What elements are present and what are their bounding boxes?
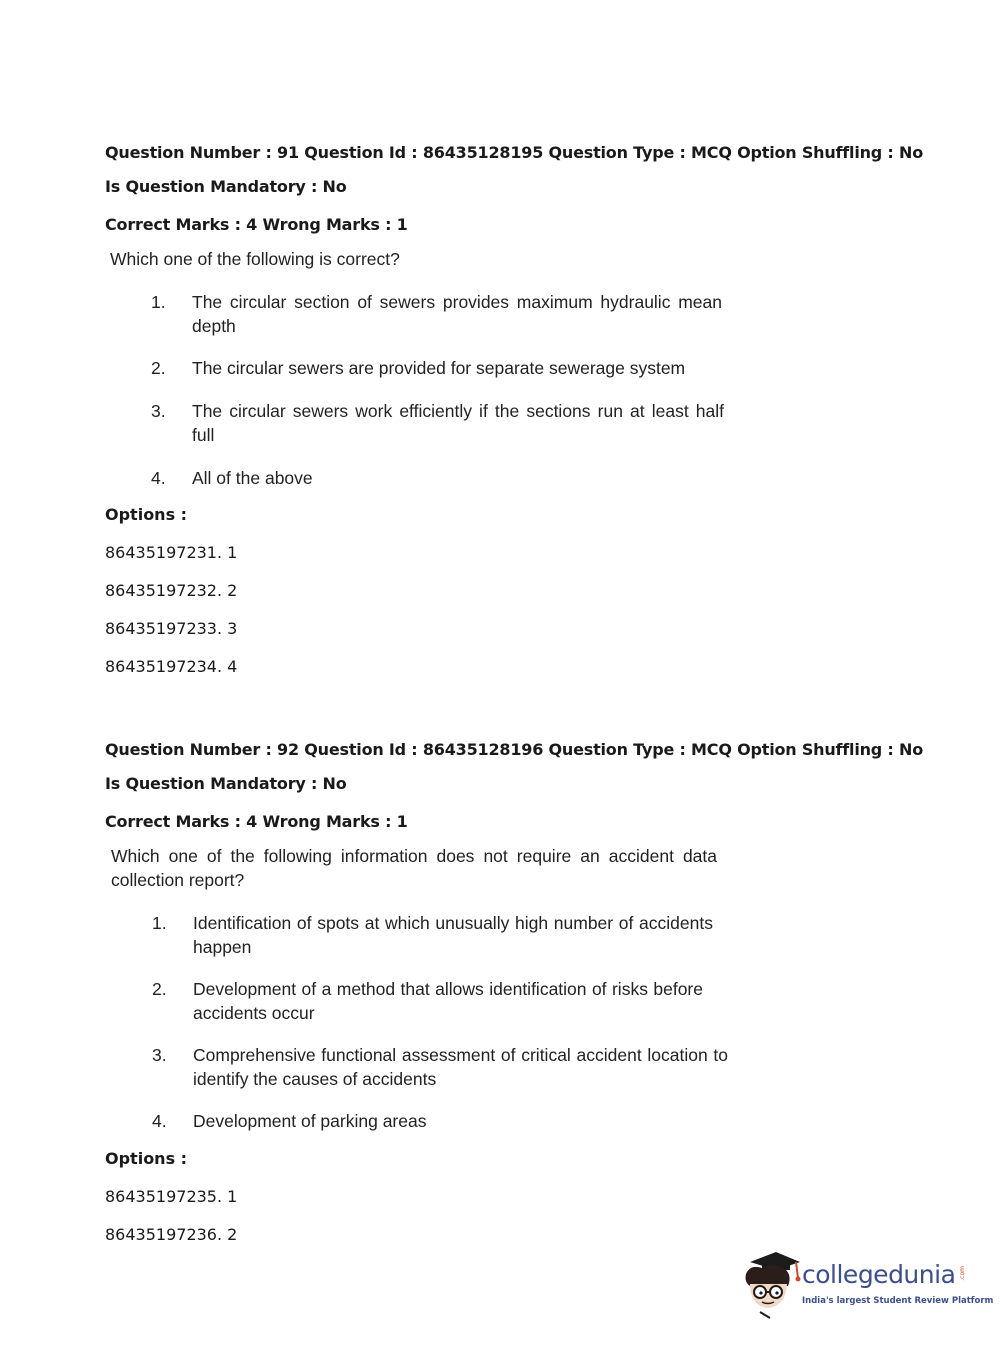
logo-suffix: .com <box>959 1266 966 1281</box>
item-number: 3. <box>151 401 166 421</box>
item-text: Development of parking areas <box>193 1111 427 1131</box>
item-number: 1. <box>151 292 166 312</box>
options-label: Options : <box>105 505 188 524</box>
item-text: Development of a method that allows identification of risks before accidents occur <box>193 979 703 1023</box>
item-number: 2. <box>152 979 167 999</box>
option-item: 86435197231. 1 <box>105 543 238 562</box>
question-stem: Which one of the following information does not require an accident data collection report? <box>111 846 717 890</box>
question-marks: Correct Marks : 4 Wrong Marks : 1 <box>105 812 408 831</box>
option-item: 86435197235. 1 <box>105 1187 238 1206</box>
option-item: 86435197234. 4 <box>105 657 238 676</box>
logo-wordmark: collegedunia <box>802 1260 956 1289</box>
item-text: The circular sewers work efficiently if the sections run at least half full <box>192 401 724 445</box>
item-text: The circular section of sewers provides maximum hydraulic mean depth <box>192 292 722 336</box>
option-item: 86435197232. 2 <box>105 581 238 600</box>
question-marks: Correct Marks : 4 Wrong Marks : 1 <box>105 215 408 234</box>
item-number: 2. <box>151 358 166 378</box>
question-header: Question Number : 92 Question Id : 86435128196 Question Type : MCQ Option Shuffling : No <box>105 740 923 759</box>
question-mandatory: Is Question Mandatory : No <box>105 774 347 793</box>
item-text: Identification of spots at which unusually high number of accidents happen <box>193 913 713 957</box>
question-header: Question Number : 91 Question Id : 86435128195 Question Type : MCQ Option Shuffling : No <box>105 143 923 162</box>
question-mandatory: Is Question Mandatory : No <box>105 177 347 196</box>
item-number: 3. <box>152 1045 167 1065</box>
mascot-icon <box>740 1248 802 1320</box>
option-item: 86435197233. 3 <box>105 619 238 638</box>
item-number: 4. <box>151 468 166 488</box>
item-number: 1. <box>152 913 167 933</box>
question-stem: Which one of the following is correct? <box>110 249 400 269</box>
options-label: Options : <box>105 1149 188 1168</box>
item-text: The circular sewers are provided for separate sewerage system <box>192 358 686 378</box>
item-text: Comprehensive functional assessment of critical accident location to identify the causes of accidents <box>193 1045 728 1089</box>
collegedunia-logo <box>740 1248 994 1320</box>
option-item: 86435197236. 2 <box>105 1225 238 1244</box>
logo-tagline: India's largest Student Review Platform <box>802 1296 994 1306</box>
item-number: 4. <box>152 1111 167 1131</box>
item-text: All of the above <box>192 468 313 488</box>
